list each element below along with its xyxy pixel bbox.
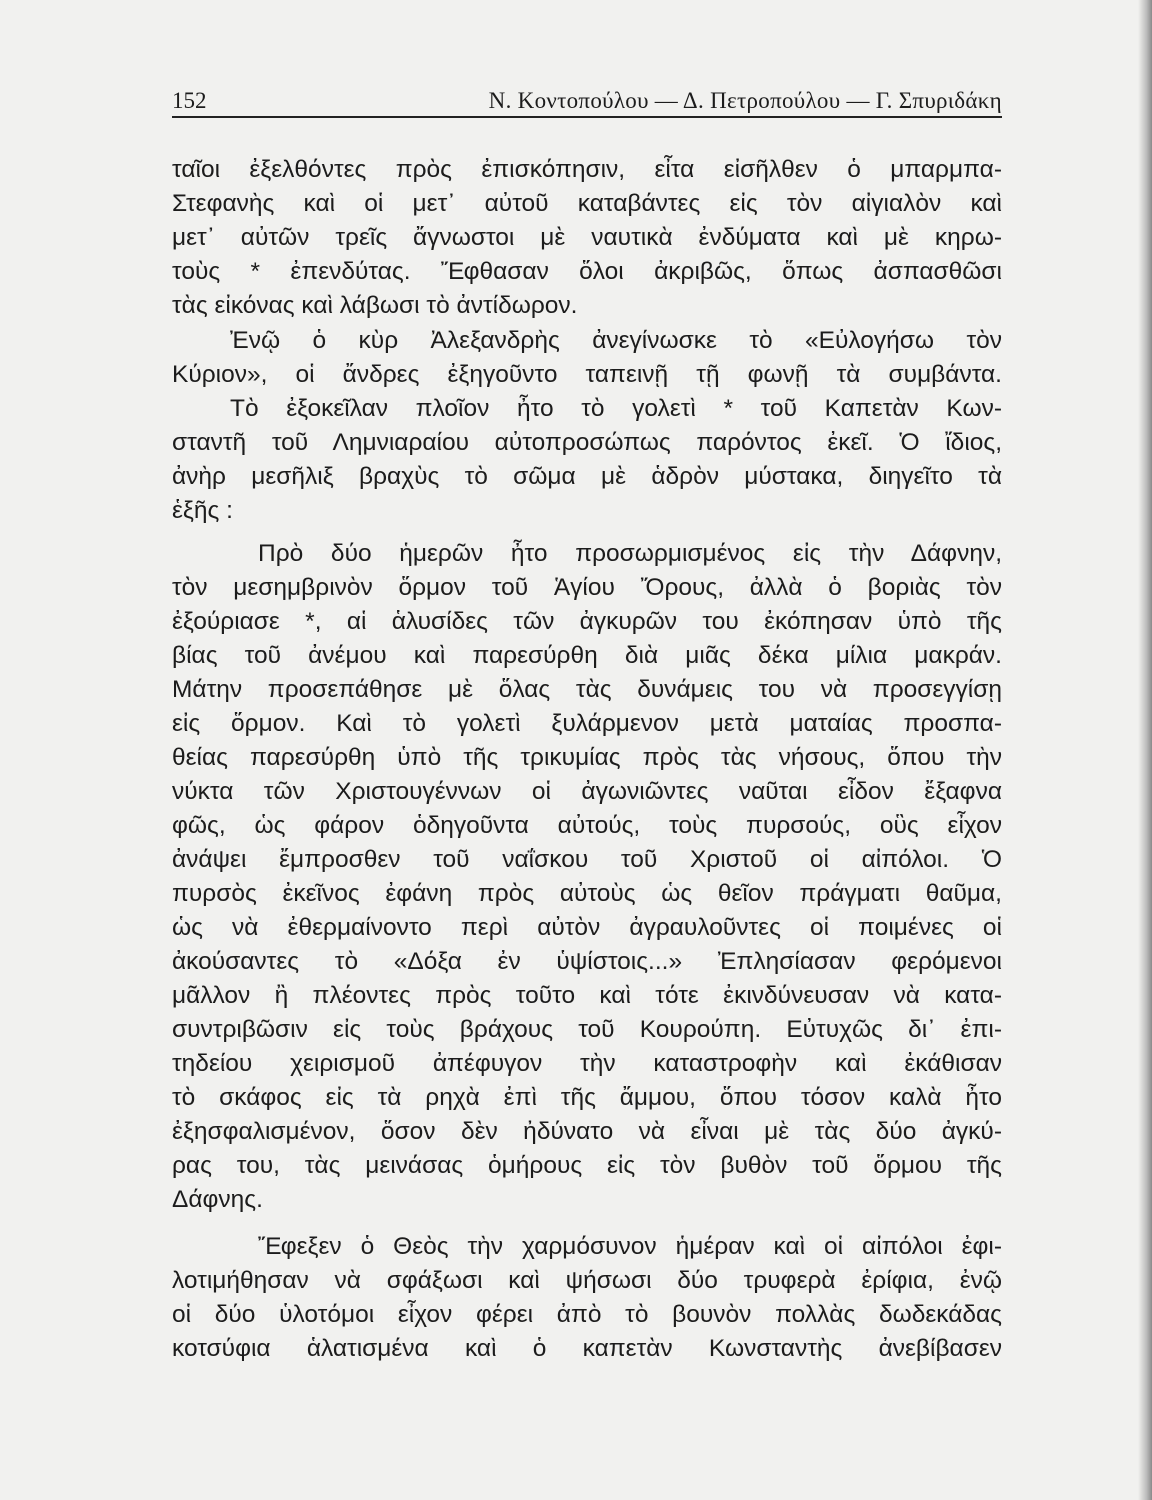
paragraph [172,324,1002,392]
text-line: ταῖοι ἐξελθόντες πρὸς ἐπισκόπησιν, εἶτα εἰσῆλθεν ὁ μπαρμπα- [172,156,1002,183]
text-line: τὸ σκάφος εἰς τὰ ρηχὰ ἐπὶ τῆς ἄμμου, ὅπου τόσον καλὰ ἦτο [172,1084,1002,1111]
text-line: ὡς νὰ ἐθερμαίνοντο περὶ αὐτὸν ἀγραυλοῦντες οἱ ποιμένες οἱ [172,914,1002,941]
body-text [172,153,1002,1366]
text-line: εἰς ὅρμον. Καὶ τὸ γολετὶ ξυλάρμενον μετὰ ματαίας προσπα- [172,710,1002,737]
text-line: κοτσύφια ἁλατισμένα καὶ ὁ καπετὰν Κωνσταντὴς ἀνεβίβασεν [172,1335,1002,1362]
text-line: φῶς, ὡς φάρον ὁδηγοῦντα αὐτούς, τοὺς πυρσούς, οὓς εἶχον [172,812,1002,839]
text-line: τοὺς * ἐπενδύτας. Ἔφθασαν ὅλοι ἀκριβῶς, ὅπως ἀσπασθῶσι [172,258,1002,285]
text-line: τὰς εἰκόνας καὶ λάβωσι τὸ ἀντίδωρον. [172,292,578,319]
text-line: Ἐνῷ ὁ κὺρ Ἀλεξανδρὴς ἀνεγίνωσκε τὸ «Εὐλογήσω τὸν [230,327,1002,354]
running-header-authors: Ν. Κοντοπούλου — Δ. Πετροπούλου — Γ. Σπυριδάκη [488,88,1002,113]
paragraph [172,537,1002,1217]
text-line: τηδείου χειρισμοῦ ἀπέφυγον τὴν καταστροφὴν καὶ ἐκάθισαν [172,1050,1002,1077]
page-number: 152 [172,88,207,113]
text-line: Ἔφεξεν ὁ Θεὸς τὴν χαρμόσυνον ἡμέραν καὶ οἱ αἰπόλοι ἐφι- [258,1233,1002,1260]
text-line: Μάτην προσεπάθησε μὲ ὅλας τὰς δυνάμεις του νὰ προσεγγίσῃ [172,676,1002,703]
text-line: λοτιμήθησαν νὰ σφάξωσι καὶ ψήσωσι δύο τρυφερὰ ἐρίφια, ἐνῷ [172,1267,1002,1294]
text-line: ἀκούσαντες τὸ «Δόξα ἐν ὑψίστοις...» Ἐπλησίασαν φερόμενοι [172,948,1002,975]
text-line: Στεφανὴς καὶ οἱ μετ᾽ αὐτοῦ καταβάντες εἰς τὸν αἰγιαλὸν καὶ [172,190,1002,217]
text-line: ἐξούριασε *, αἱ ἁλυσίδες τῶν ἀγκυρῶν του ἐκόπησαν ὑπὸ τῆς [172,608,1002,635]
running-header [172,86,1002,118]
text-line: νύκτα τῶν Χριστουγέννων οἱ ἀγωνιῶντες ναῦται εἶδον ἔξαφνα [172,778,1002,805]
text-line: Κύριον», οἱ ἄνδρες ἐξηγοῦντο ταπεινῇ τῇ φωνῇ τὰ συμβάντα. [172,361,1002,388]
text-line: σταντῆ τοῦ Λημνιαραίου αὐτοπροσώπως παρόντος ἐκεῖ. Ὁ ἴδιος, [172,429,1002,456]
text-line: θείας παρεσύρθη ὑπὸ τῆς τρικυμίας πρὸς τὰς νήσους, ὅπου τὴν [172,744,1002,771]
scan-page-edge [1138,0,1152,1500]
text-line: τὸν μεσημβρινὸν ὅρμον τοῦ Ἁγίου Ὄρους, ἀλλὰ ὁ βοριὰς τὸν [172,574,1002,601]
text-line: μετ᾽ αὐτῶν τρεῖς ἄγνωστοι μὲ ναυτικὰ ἐνδύματα καὶ μὲ κηρω- [172,224,1002,251]
text-line: οἱ δύο ὑλοτόμοι εἶχον φέρει ἀπὸ τὸ βουνὸν πολλὰς δωδεκάδας [172,1301,1002,1328]
text-line: Τὸ ἐξοκεῖλαν πλοῖον ἦτο τὸ γολετὶ * τοῦ Καπετὰν Κων- [230,395,1002,422]
text-line: βίας τοῦ ἀνέμου καὶ παρεσύρθη διὰ μιᾶς δέκα μίλια μακράν. [172,642,1002,669]
text-line: Δάφνης. [172,1186,263,1213]
text-line: Πρὸ δύο ἡμερῶν ἦτο προσωρμισμένος εἰς τὴν Δάφνην, [258,540,1002,567]
paragraph [172,153,1002,323]
text-line: ἑξῆς : [172,497,233,524]
paragraph [172,392,1002,528]
paragraph [172,1230,1002,1366]
text-line: ἐξησφαλισμένον, ὅσον δὲν ἠδύνατο νὰ εἶναι μὲ τὰς δύο ἀγκύ- [172,1118,1002,1145]
text-line: συντριβῶσιν εἰς τοὺς βράχους τοῦ Κουρούπη. Εὐτυχῶς δι᾽ ἐπι- [172,1016,1002,1043]
text-line: πυρσὸς ἐκεῖνος ἐφάνη πρὸς αὐτοὺς ὡς θεῖον πράγματι θαῦμα, [172,880,1002,907]
text-line: ἀνάψει ἔμπροσθεν τοῦ ναΐσκου τοῦ Χριστοῦ οἱ αἰπόλοι. Ὁ [172,846,1002,873]
text-line: ρας του, τὰς μεινάσας ὁμήρους εἰς τὸν βυθὸν τοῦ ὅρμου τῆς [172,1152,1002,1179]
text-line: ἀνὴρ μεσῆλιξ βραχὺς τὸ σῶμα μὲ ἁδρὸν μύστακα, διηγεῖτο τὰ [172,463,1002,490]
text-line: μᾶλλον ἢ πλέοντες πρὸς τοῦτο καὶ τότε ἐκινδύνευσαν νὰ κατα- [172,982,1002,1009]
